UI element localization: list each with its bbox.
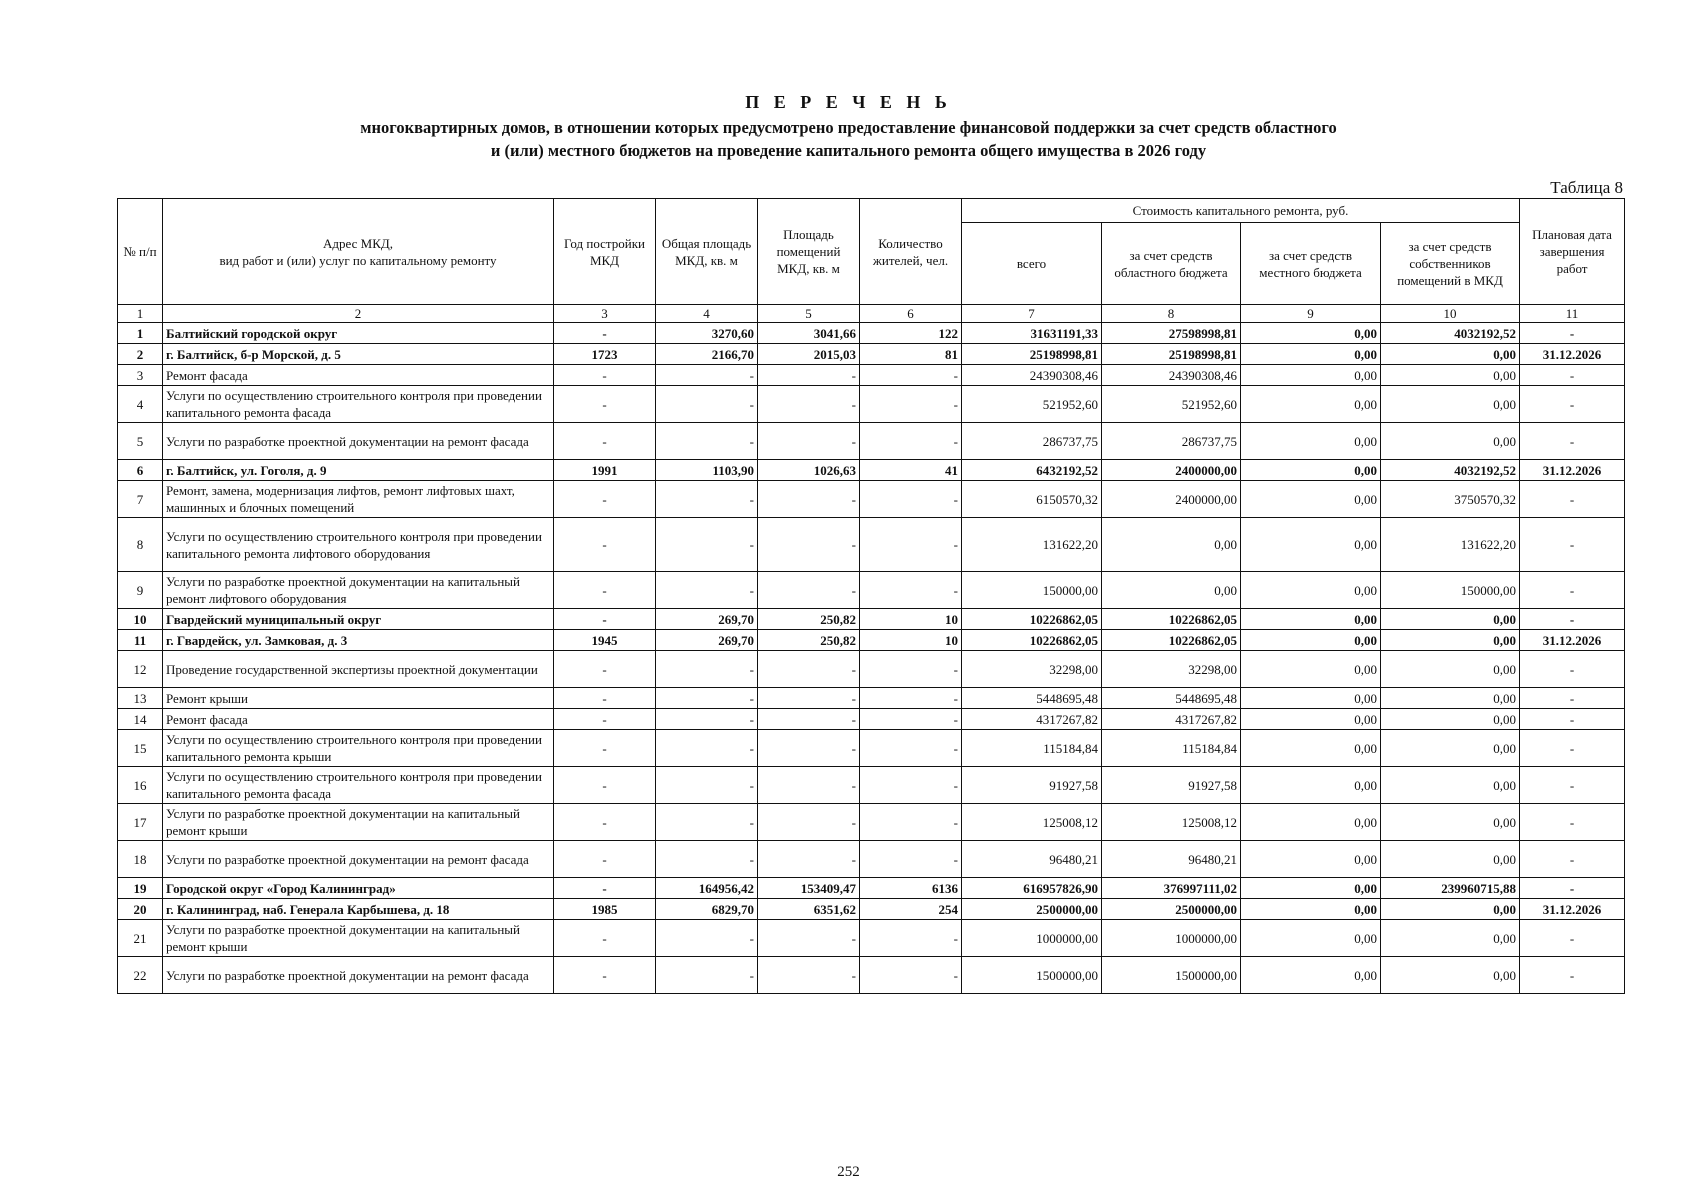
table-label: Таблица 8 xyxy=(1550,178,1623,197)
cell-completion-date: 31.12.2026 xyxy=(1520,899,1625,920)
cell-total-area: 2166,70 xyxy=(656,344,758,365)
cell-row-number: 17 xyxy=(118,804,163,841)
cell-row-number: 2 xyxy=(118,344,163,365)
cell-build-year: 1985 xyxy=(554,899,656,920)
header-date: Плановая дата завершения работ xyxy=(1520,199,1625,305)
cell-rooms-area: 153409,47 xyxy=(758,878,860,899)
cell-cost-owners: 0,00 xyxy=(1381,899,1520,920)
cell-residents: - xyxy=(860,572,962,609)
cell-cost-regional: 5448695,48 xyxy=(1102,688,1241,709)
cell-cost-regional: 24390308,46 xyxy=(1102,365,1241,386)
col-number: 10 xyxy=(1381,305,1520,323)
cell-total-area: - xyxy=(656,423,758,460)
cell-work-name: Проведение государственной экспертизы проектной документации xyxy=(163,651,554,688)
cell-cost-total: 31631191,33 xyxy=(962,323,1102,344)
cell-work-name: Гвардейский муниципальный округ xyxy=(163,609,554,630)
cell-residents: - xyxy=(860,651,962,688)
cell-total-area: - xyxy=(656,481,758,518)
page-number: 252 xyxy=(837,1164,860,1180)
cell-total-area: - xyxy=(656,365,758,386)
cell-build-year: - xyxy=(554,518,656,572)
cell-cost-owners: 0,00 xyxy=(1381,365,1520,386)
cell-row-number: 3 xyxy=(118,365,163,386)
cell-cost-total: 25198998,81 xyxy=(962,344,1102,365)
col-number: 11 xyxy=(1520,305,1625,323)
table-row xyxy=(118,841,1625,878)
cell-build-year: - xyxy=(554,878,656,899)
cell-cost-regional: 2400000,00 xyxy=(1102,460,1241,481)
cell-cost-regional: 2400000,00 xyxy=(1102,481,1241,518)
cell-total-area: 269,70 xyxy=(656,609,758,630)
cell-cost-local: 0,00 xyxy=(1241,518,1381,572)
cell-total-area: 3270,60 xyxy=(656,323,758,344)
cell-work-name: Услуги по разработке проектной документации на ремонт фасада xyxy=(163,841,554,878)
cell-cost-regional: 2500000,00 xyxy=(1102,899,1241,920)
cell-total-area: - xyxy=(656,709,758,730)
cell-cost-local: 0,00 xyxy=(1241,709,1381,730)
cell-row-number: 16 xyxy=(118,767,163,804)
col-number: 1 xyxy=(118,305,163,323)
cell-total-area: 1103,90 xyxy=(656,460,758,481)
cell-cost-regional: 96480,21 xyxy=(1102,841,1241,878)
cell-completion-date: - xyxy=(1520,423,1625,460)
cell-cost-local: 0,00 xyxy=(1241,767,1381,804)
cell-cost-total: 125008,12 xyxy=(962,804,1102,841)
cell-cost-owners: 0,00 xyxy=(1381,423,1520,460)
table-row xyxy=(118,344,1625,365)
cell-completion-date: - xyxy=(1520,386,1625,423)
cell-completion-date: - xyxy=(1520,609,1625,630)
cell-completion-date: - xyxy=(1520,688,1625,709)
cell-cost-owners: 4032192,52 xyxy=(1381,460,1520,481)
cell-cost-regional: 25198998,81 xyxy=(1102,344,1241,365)
cell-residents: - xyxy=(860,957,962,994)
cell-total-area: - xyxy=(656,804,758,841)
cell-build-year: 1945 xyxy=(554,630,656,651)
cell-cost-local: 0,00 xyxy=(1241,804,1381,841)
cell-cost-regional: 376997111,02 xyxy=(1102,878,1241,899)
table-row xyxy=(118,730,1625,767)
cell-work-name: г. Балтийск, ул. Гоголя, д. 9 xyxy=(163,460,554,481)
cell-cost-total: 115184,84 xyxy=(962,730,1102,767)
cell-cost-total: 32298,00 xyxy=(962,651,1102,688)
cell-rooms-area: - xyxy=(758,841,860,878)
cell-cost-total: 150000,00 xyxy=(962,572,1102,609)
cell-residents: - xyxy=(860,688,962,709)
cell-work-name: г. Гвардейск, ул. Замковая, д. 3 xyxy=(163,630,554,651)
cell-cost-owners: 0,00 xyxy=(1381,386,1520,423)
cell-row-number: 12 xyxy=(118,651,163,688)
title-line-1: многоквартирных домов, в отношении которых предусмотрено предоставление финансовой поддержки за счет средств областного xyxy=(360,118,1337,137)
cell-row-number: 5 xyxy=(118,423,163,460)
header-total-area: Общая площадь МКД, кв. м xyxy=(656,199,758,305)
cell-cost-owners: 0,00 xyxy=(1381,609,1520,630)
cell-completion-date: - xyxy=(1520,651,1625,688)
cell-residents: - xyxy=(860,730,962,767)
table-row xyxy=(118,572,1625,609)
cell-rooms-area: - xyxy=(758,709,860,730)
col-number: 6 xyxy=(860,305,962,323)
table-row xyxy=(118,630,1625,651)
cell-total-area: - xyxy=(656,572,758,609)
cell-residents: 254 xyxy=(860,899,962,920)
header-rooms-area: Площадь помещений МКД, кв. м xyxy=(758,199,860,305)
cell-cost-total: 91927,58 xyxy=(962,767,1102,804)
cell-cost-regional: 0,00 xyxy=(1102,518,1241,572)
cell-completion-date: - xyxy=(1520,709,1625,730)
cell-cost-local: 0,00 xyxy=(1241,386,1381,423)
header-year: Год постройки МКД xyxy=(554,199,656,305)
cell-cost-owners: 131622,20 xyxy=(1381,518,1520,572)
header-cost-group: Стоимость капитального ремонта, руб. xyxy=(962,199,1520,223)
cell-row-number: 14 xyxy=(118,709,163,730)
cell-row-number: 15 xyxy=(118,730,163,767)
cell-cost-owners: 0,00 xyxy=(1381,709,1520,730)
cell-work-name: Услуги по разработке проектной документации на капитальный ремонт крыши xyxy=(163,920,554,957)
table-row xyxy=(118,323,1625,344)
cell-rooms-area: - xyxy=(758,365,860,386)
cell-total-area: - xyxy=(656,841,758,878)
cell-work-name: Услуги по осуществлению строительного контроля при проведении капитального ремонта фасада xyxy=(163,386,554,423)
table-row xyxy=(118,460,1625,481)
cell-work-name: Ремонт фасада xyxy=(163,709,554,730)
cell-cost-owners: 0,00 xyxy=(1381,920,1520,957)
cell-cost-total: 10226862,05 xyxy=(962,609,1102,630)
table-row xyxy=(118,920,1625,957)
cell-total-area: 6829,70 xyxy=(656,899,758,920)
cell-cost-owners: 0,00 xyxy=(1381,730,1520,767)
cell-cost-local: 0,00 xyxy=(1241,688,1381,709)
cell-rooms-area: - xyxy=(758,518,860,572)
cell-cost-regional: 115184,84 xyxy=(1102,730,1241,767)
cell-residents: - xyxy=(860,709,962,730)
header-address: Адрес МКД, вид работ и (или) услуг по капитальному ремонту xyxy=(163,199,554,305)
cell-build-year: 1991 xyxy=(554,460,656,481)
table-row xyxy=(118,688,1625,709)
cell-residents: - xyxy=(860,481,962,518)
cell-cost-local: 0,00 xyxy=(1241,730,1381,767)
cell-cost-total: 6432192,52 xyxy=(962,460,1102,481)
cell-cost-regional: 1000000,00 xyxy=(1102,920,1241,957)
cell-cost-owners: 0,00 xyxy=(1381,841,1520,878)
cell-build-year: - xyxy=(554,651,656,688)
cell-row-number: 13 xyxy=(118,688,163,709)
cell-work-name: Услуги по осуществлению строительного контроля при проведении капитального ремонта фасада xyxy=(163,767,554,804)
cell-completion-date: 31.12.2026 xyxy=(1520,630,1625,651)
header-cost-total: всего xyxy=(962,223,1102,305)
cell-work-name: Услуги по разработке проектной документации на ремонт фасада xyxy=(163,423,554,460)
cell-rooms-area: - xyxy=(758,423,860,460)
cell-work-name: Услуги по осуществлению строительного контроля при проведении капитального ремонта лифтового оборудования xyxy=(163,518,554,572)
cell-cost-regional: 1500000,00 xyxy=(1102,957,1241,994)
table-row xyxy=(118,767,1625,804)
cell-cost-owners: 0,00 xyxy=(1381,688,1520,709)
cell-cost-total: 2500000,00 xyxy=(962,899,1102,920)
cell-total-area: - xyxy=(656,920,758,957)
cell-cost-regional: 0,00 xyxy=(1102,572,1241,609)
cell-total-area: - xyxy=(656,767,758,804)
cell-cost-total: 10226862,05 xyxy=(962,630,1102,651)
cell-cost-local: 0,00 xyxy=(1241,365,1381,386)
cell-completion-date: - xyxy=(1520,730,1625,767)
cell-build-year: - xyxy=(554,423,656,460)
cell-cost-local: 0,00 xyxy=(1241,957,1381,994)
cell-completion-date: - xyxy=(1520,572,1625,609)
cell-cost-local: 0,00 xyxy=(1241,460,1381,481)
cell-cost-regional: 10226862,05 xyxy=(1102,609,1241,630)
col-number: 3 xyxy=(554,305,656,323)
cell-completion-date: - xyxy=(1520,957,1625,994)
cell-cost-local: 0,00 xyxy=(1241,841,1381,878)
table-row xyxy=(118,804,1625,841)
cell-completion-date: - xyxy=(1520,365,1625,386)
cell-build-year: - xyxy=(554,481,656,518)
page-title: П Е Р Е Ч Е Н Ь xyxy=(745,92,952,112)
cell-row-number: 20 xyxy=(118,899,163,920)
cell-work-name: Ремонт крыши xyxy=(163,688,554,709)
header-cost-local: за счет средств местного бюджета xyxy=(1241,223,1381,305)
cell-cost-owners: 0,00 xyxy=(1381,804,1520,841)
cell-build-year: - xyxy=(554,365,656,386)
cell-cost-regional: 10226862,05 xyxy=(1102,630,1241,651)
cell-rooms-area: - xyxy=(758,572,860,609)
col-number: 5 xyxy=(758,305,860,323)
cell-build-year: - xyxy=(554,386,656,423)
header-residents: Количество жителей, чел. xyxy=(860,199,962,305)
cell-build-year: 1723 xyxy=(554,344,656,365)
cell-build-year: - xyxy=(554,323,656,344)
cell-cost-local: 0,00 xyxy=(1241,572,1381,609)
cell-cost-owners: 150000,00 xyxy=(1381,572,1520,609)
cell-cost-local: 0,00 xyxy=(1241,609,1381,630)
repair-table xyxy=(117,198,1625,994)
cell-row-number: 8 xyxy=(118,518,163,572)
cell-row-number: 11 xyxy=(118,630,163,651)
cell-rooms-area: - xyxy=(758,957,860,994)
cell-cost-owners: 239960715,88 xyxy=(1381,878,1520,899)
cell-cost-regional: 521952,60 xyxy=(1102,386,1241,423)
cell-completion-date: - xyxy=(1520,804,1625,841)
cell-work-name: Услуги по разработке проектной документации на капитальный ремонт крыши xyxy=(163,804,554,841)
cell-residents: - xyxy=(860,518,962,572)
cell-work-name: г. Калининград, наб. Генерала Карбышева, д. 18 xyxy=(163,899,554,920)
cell-total-area: - xyxy=(656,651,758,688)
cell-cost-local: 0,00 xyxy=(1241,630,1381,651)
cell-residents: 41 xyxy=(860,460,962,481)
cell-total-area: - xyxy=(656,730,758,767)
cell-total-area: - xyxy=(656,688,758,709)
cell-row-number: 1 xyxy=(118,323,163,344)
cell-cost-local: 0,00 xyxy=(1241,344,1381,365)
cell-row-number: 21 xyxy=(118,920,163,957)
cell-cost-local: 0,00 xyxy=(1241,481,1381,518)
cell-residents: - xyxy=(860,920,962,957)
col-number: 2 xyxy=(163,305,554,323)
cell-total-area: - xyxy=(656,386,758,423)
cell-rooms-area: - xyxy=(758,688,860,709)
table-row xyxy=(118,709,1625,730)
cell-rooms-area: - xyxy=(758,651,860,688)
cell-cost-regional: 91927,58 xyxy=(1102,767,1241,804)
cell-residents: 81 xyxy=(860,344,962,365)
cell-cost-total: 96480,21 xyxy=(962,841,1102,878)
cell-cost-total: 1000000,00 xyxy=(962,920,1102,957)
cell-cost-total: 6150570,32 xyxy=(962,481,1102,518)
cell-work-name: Услуги по разработке проектной документации на ремонт фасада xyxy=(163,957,554,994)
cell-cost-owners: 0,00 xyxy=(1381,651,1520,688)
cell-cost-local: 0,00 xyxy=(1241,920,1381,957)
col-number: 7 xyxy=(962,305,1102,323)
cell-completion-date: - xyxy=(1520,481,1625,518)
cell-completion-date: - xyxy=(1520,841,1625,878)
title-line-2: и (или) местного бюджетов на проведение капитального ремонта общего имущества в 2026 году xyxy=(490,141,1207,160)
cell-rooms-area: - xyxy=(758,386,860,423)
cell-cost-regional: 27598998,81 xyxy=(1102,323,1241,344)
cell-completion-date: - xyxy=(1520,767,1625,804)
cell-cost-total: 521952,60 xyxy=(962,386,1102,423)
cell-cost-owners: 3750570,32 xyxy=(1381,481,1520,518)
cell-cost-local: 0,00 xyxy=(1241,899,1381,920)
cell-work-name: Услуги по разработке проектной документации на капитальный ремонт лифтового оборудования xyxy=(163,572,554,609)
cell-row-number: 22 xyxy=(118,957,163,994)
cell-completion-date: - xyxy=(1520,323,1625,344)
col-number: 4 xyxy=(656,305,758,323)
cell-residents: - xyxy=(860,386,962,423)
cell-build-year: - xyxy=(554,730,656,767)
cell-cost-total: 131622,20 xyxy=(962,518,1102,572)
cell-work-name: Ремонт, замена, модернизация лифтов, ремонт лифтовых шахт, машинных и блочных помещений xyxy=(163,481,554,518)
cell-build-year: - xyxy=(554,841,656,878)
cell-rooms-area: - xyxy=(758,804,860,841)
cell-residents: 122 xyxy=(860,323,962,344)
cell-rooms-area: 250,82 xyxy=(758,630,860,651)
cell-residents: - xyxy=(860,767,962,804)
cell-rooms-area: 2015,03 xyxy=(758,344,860,365)
table-row xyxy=(118,878,1625,899)
cell-cost-owners: 0,00 xyxy=(1381,767,1520,804)
cell-cost-regional: 125008,12 xyxy=(1102,804,1241,841)
col-number: 8 xyxy=(1102,305,1241,323)
cell-rooms-area: - xyxy=(758,730,860,767)
table-row xyxy=(118,651,1625,688)
cell-rooms-area: 1026,63 xyxy=(758,460,860,481)
cell-row-number: 10 xyxy=(118,609,163,630)
table-row xyxy=(118,365,1625,386)
cell-row-number: 7 xyxy=(118,481,163,518)
cell-completion-date: 31.12.2026 xyxy=(1520,460,1625,481)
cell-rooms-area: - xyxy=(758,481,860,518)
cell-residents: - xyxy=(860,841,962,878)
cell-completion-date: - xyxy=(1520,920,1625,957)
cell-build-year: - xyxy=(554,572,656,609)
cell-residents: 6136 xyxy=(860,878,962,899)
cell-cost-owners: 0,00 xyxy=(1381,630,1520,651)
header-cost-owners: за счет средств собственников помещений в МКД xyxy=(1381,223,1520,305)
cell-cost-total: 1500000,00 xyxy=(962,957,1102,994)
header-cost-regional: за счет средств областного бюджета xyxy=(1102,223,1241,305)
cell-build-year: - xyxy=(554,709,656,730)
cell-cost-total: 286737,75 xyxy=(962,423,1102,460)
header-num: № п/п xyxy=(118,199,163,305)
cell-work-name: Услуги по осуществлению строительного контроля при проведении капитального ремонта крыши xyxy=(163,730,554,767)
cell-completion-date: - xyxy=(1520,518,1625,572)
cell-residents: - xyxy=(860,423,962,460)
table-row xyxy=(118,899,1625,920)
cell-build-year: - xyxy=(554,920,656,957)
cell-rooms-area: 3041,66 xyxy=(758,323,860,344)
cell-cost-regional: 32298,00 xyxy=(1102,651,1241,688)
cell-residents: 10 xyxy=(860,630,962,651)
table-row xyxy=(118,481,1625,518)
cell-residents: - xyxy=(860,804,962,841)
cell-cost-local: 0,00 xyxy=(1241,651,1381,688)
cell-build-year: - xyxy=(554,804,656,841)
cell-total-area: - xyxy=(656,957,758,994)
table-row xyxy=(118,518,1625,572)
cell-build-year: - xyxy=(554,609,656,630)
cell-build-year: - xyxy=(554,688,656,709)
cell-total-area: 164956,42 xyxy=(656,878,758,899)
cell-cost-owners: 0,00 xyxy=(1381,957,1520,994)
cell-cost-owners: 0,00 xyxy=(1381,344,1520,365)
cell-cost-regional: 286737,75 xyxy=(1102,423,1241,460)
cell-work-name: Балтийский городской округ xyxy=(163,323,554,344)
cell-rooms-area: 6351,62 xyxy=(758,899,860,920)
cell-total-area: - xyxy=(656,518,758,572)
cell-residents: 10 xyxy=(860,609,962,630)
table-row xyxy=(118,957,1625,994)
table-row xyxy=(118,423,1625,460)
cell-cost-total: 4317267,82 xyxy=(962,709,1102,730)
table-row xyxy=(118,386,1625,423)
cell-cost-owners: 4032192,52 xyxy=(1381,323,1520,344)
cell-total-area: 269,70 xyxy=(656,630,758,651)
cell-build-year: - xyxy=(554,957,656,994)
cell-cost-total: 24390308,46 xyxy=(962,365,1102,386)
cell-rooms-area: 250,82 xyxy=(758,609,860,630)
cell-work-name: Ремонт фасада xyxy=(163,365,554,386)
cell-row-number: 18 xyxy=(118,841,163,878)
cell-cost-total: 5448695,48 xyxy=(962,688,1102,709)
cell-rooms-area: - xyxy=(758,767,860,804)
table-body xyxy=(118,323,1625,994)
cell-row-number: 6 xyxy=(118,460,163,481)
cell-residents: - xyxy=(860,365,962,386)
col-number: 9 xyxy=(1241,305,1381,323)
cell-row-number: 4 xyxy=(118,386,163,423)
table-row xyxy=(118,609,1625,630)
cell-build-year: - xyxy=(554,767,656,804)
cell-row-number: 19 xyxy=(118,878,163,899)
cell-work-name: Городской округ «Город Калининград» xyxy=(163,878,554,899)
cell-row-number: 9 xyxy=(118,572,163,609)
cell-work-name: г. Балтийск, б-р Морской, д. 5 xyxy=(163,344,554,365)
cell-completion-date: 31.12.2026 xyxy=(1520,344,1625,365)
cell-cost-total: 616957826,90 xyxy=(962,878,1102,899)
cell-cost-local: 0,00 xyxy=(1241,323,1381,344)
cell-cost-local: 0,00 xyxy=(1241,423,1381,460)
cell-cost-local: 0,00 xyxy=(1241,878,1381,899)
cell-cost-regional: 4317267,82 xyxy=(1102,709,1241,730)
cell-rooms-area: - xyxy=(758,920,860,957)
cell-completion-date: - xyxy=(1520,878,1625,899)
